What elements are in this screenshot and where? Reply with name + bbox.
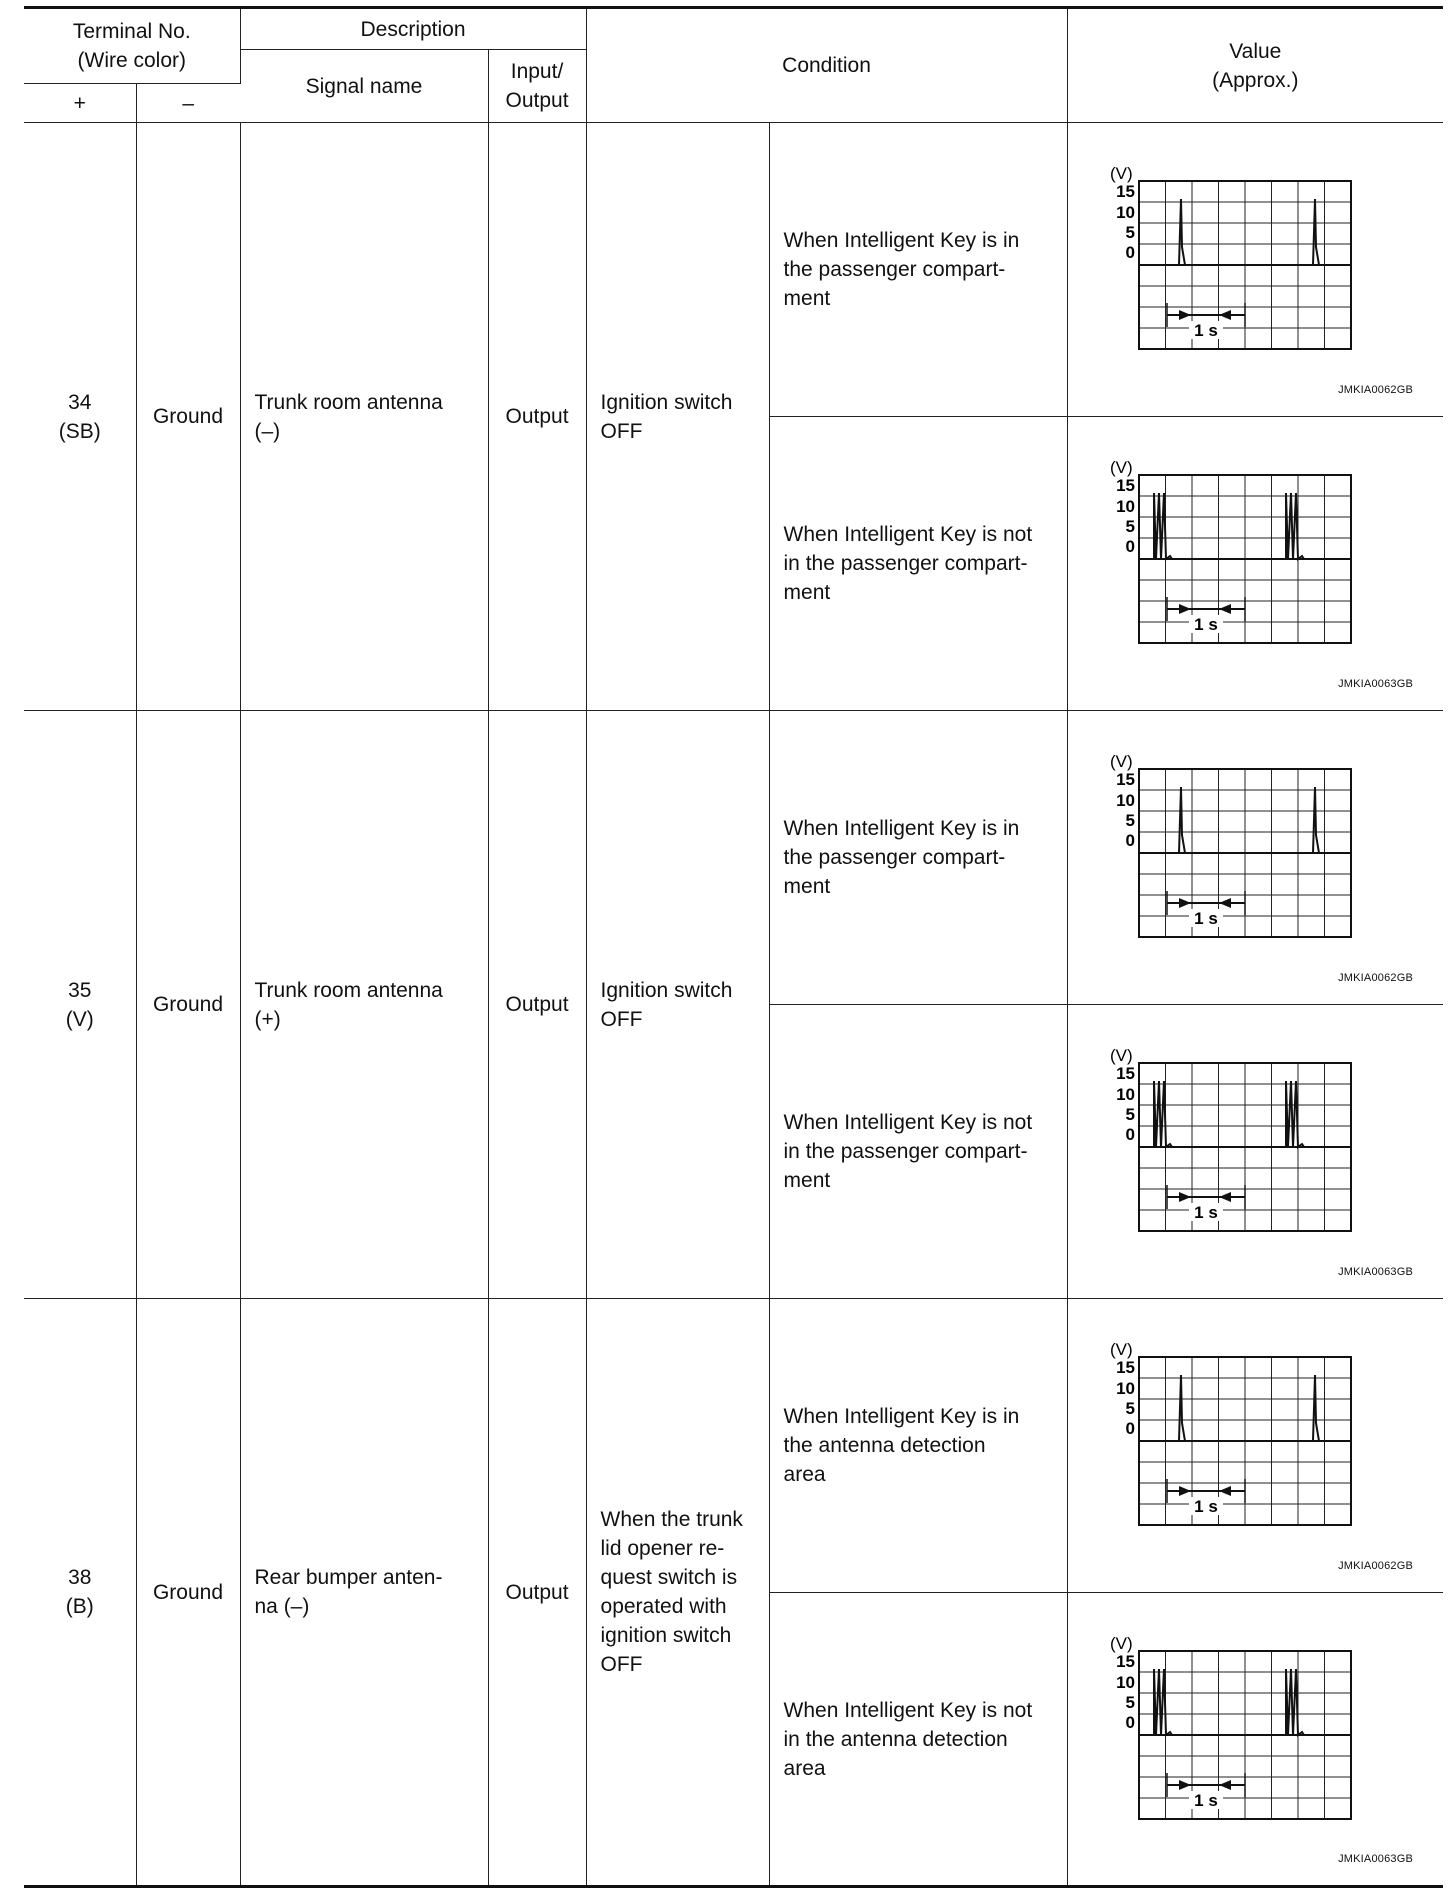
figure-code: JMKIA0063GB (1338, 1853, 1414, 1865)
text-line: ment (783, 1169, 831, 1192)
terminal-number: 38 (68, 1566, 92, 1589)
text-line: in the passenger compart- (783, 552, 1028, 575)
arrow-left-icon (1219, 1780, 1231, 1790)
arrow-left-icon (1219, 1192, 1231, 1202)
signal-name-cell (240, 1299, 488, 1887)
table-row (24, 123, 1443, 417)
text-line: Trunk room antenna (254, 978, 443, 1002)
text-line: When Intelligent Key is not (783, 523, 1033, 546)
axis-unit-label: (V) (1109, 1634, 1133, 1653)
figure-code: JMKIA0062GB (1338, 1560, 1414, 1572)
signal-name-header: Signal name (240, 50, 488, 123)
arrow-left-icon (1219, 1486, 1231, 1496)
sub-condition-cell (769, 1299, 1067, 1593)
axis-tick-label: 10 (1115, 1673, 1135, 1692)
time-scale-label: 1 s (1193, 1791, 1218, 1810)
signal-burst (1154, 1081, 1172, 1147)
text-line: Rear bumper anten- (254, 1566, 443, 1589)
text-line: lid opener re- (600, 1537, 725, 1560)
axis-tick-label: 0 (1125, 1125, 1135, 1144)
waveform-cell (1067, 1593, 1443, 1887)
axis-tick-label: 15 (1115, 476, 1135, 495)
axis-unit-label: (V) (1109, 1046, 1133, 1065)
terminal-number-cell (24, 711, 136, 1299)
text-line: na (–) (254, 1595, 310, 1618)
minus-header: – (136, 84, 240, 123)
wire-color: (B) (65, 1595, 94, 1618)
text-line: OFF (600, 1007, 643, 1031)
text-line: (+) (254, 1007, 281, 1031)
arrow-right-icon (1179, 898, 1191, 908)
axis-tick-label: 10 (1115, 1085, 1135, 1104)
sub-condition-cell (769, 1593, 1067, 1887)
waveform-chart (1106, 163, 1356, 353)
io-cell: Output (488, 711, 586, 1299)
figure-code: JMKIA0063GB (1338, 1266, 1414, 1278)
signal-pulse (1179, 1375, 1185, 1441)
signal-burst (1154, 493, 1172, 559)
signal-burst (1286, 493, 1304, 559)
axis-tick-label: 5 (1125, 1399, 1135, 1418)
sub-condition-cell (769, 1005, 1067, 1299)
terminal-number: 35 (68, 978, 92, 1002)
text-line: When Intelligent Key is in (783, 1405, 1020, 1428)
text-line: When Intelligent Key is in (783, 229, 1020, 252)
axis-tick-label: 15 (1115, 1652, 1135, 1671)
ground-cell: Ground (136, 123, 240, 711)
time-scale-label: 1 s (1193, 909, 1218, 928)
text-line: in the antenna detection (783, 1727, 1008, 1751)
text-line: area (783, 1756, 826, 1780)
signal-burst (1286, 1081, 1304, 1147)
axis-unit-label: (V) (1109, 1340, 1133, 1359)
io-cell: Output (488, 123, 586, 711)
text-line: in the passenger compart- (783, 1140, 1028, 1163)
text-line: the passenger compart- (783, 258, 1006, 281)
table-row (24, 1299, 1443, 1593)
axis-tick-label: 15 (1115, 182, 1135, 201)
figure-code: JMKIA0062GB (1338, 384, 1414, 396)
terminal-number-cell (24, 1299, 136, 1887)
sub-condition-cell (769, 711, 1067, 1005)
text-line: ment (783, 287, 831, 310)
text-line: Ignition switch (600, 390, 733, 414)
description-header: Description (240, 8, 586, 50)
figure-code: JMKIA0062GB (1338, 972, 1414, 984)
table-row (24, 711, 1443, 1005)
axis-tick-label: 5 (1125, 811, 1135, 830)
axis-tick-label: 5 (1125, 1105, 1135, 1124)
axis-tick-label: 10 (1115, 791, 1135, 810)
signal-burst (1154, 1669, 1172, 1735)
text-line: the passenger compart- (783, 846, 1006, 869)
text-line: OFF (600, 1653, 643, 1676)
text-line: Trunk room antenna (254, 390, 443, 414)
terminal-no-header: Terminal No. (Wire color) (24, 8, 240, 84)
value-header: Value (Approx.) (1067, 8, 1443, 123)
signal-pulse (1313, 787, 1319, 853)
main-condition-cell (586, 1299, 769, 1887)
axis-unit-label: (V) (1109, 458, 1133, 477)
plus-header: + (24, 84, 136, 123)
arrow-right-icon (1179, 1486, 1191, 1496)
sub-condition-cell (769, 417, 1067, 711)
text-line: ignition switch (600, 1624, 732, 1647)
text-line: When Intelligent Key is in (783, 817, 1020, 840)
text-line: ment (783, 875, 831, 898)
text-line: (–) (254, 419, 281, 443)
axis-tick-label: 15 (1115, 1358, 1135, 1377)
input-output-header: Input/ Output (488, 50, 586, 123)
waveform-chart (1106, 1633, 1356, 1823)
text-line: When Intelligent Key is not (783, 1111, 1033, 1134)
axis-tick-label: 15 (1115, 1064, 1135, 1083)
axis-tick-label: 15 (1115, 770, 1135, 789)
terminal-number-cell (24, 123, 136, 711)
text-line: Ignition switch (600, 978, 733, 1002)
terminal-number: 34 (68, 390, 92, 414)
text-line: When the trunk (600, 1508, 743, 1531)
arrow-right-icon (1179, 1780, 1191, 1790)
waveform-cell (1067, 123, 1443, 417)
arrow-left-icon (1219, 898, 1231, 908)
axis-tick-label: 0 (1125, 831, 1135, 850)
text-line: quest switch is (600, 1566, 738, 1589)
axis-tick-label: 0 (1125, 1713, 1135, 1732)
time-scale-label: 1 s (1193, 1203, 1218, 1222)
wire-color: (SB) (58, 419, 101, 443)
waveform-cell (1067, 1005, 1443, 1299)
ground-cell: Ground (136, 1299, 240, 1887)
main-condition-cell (586, 711, 769, 1299)
condition-header: Condition (586, 8, 1067, 123)
waveform-chart (1106, 751, 1356, 941)
sub-condition-cell (769, 123, 1067, 417)
text-line: the antenna detection (783, 1434, 986, 1457)
signal-pulse (1179, 199, 1185, 265)
signal-name-cell (240, 711, 488, 1299)
arrow-right-icon (1179, 604, 1191, 614)
time-scale-label: 1 s (1193, 615, 1218, 634)
waveform-chart (1106, 1339, 1356, 1529)
axis-tick-label: 5 (1125, 517, 1135, 536)
arrow-right-icon (1179, 1192, 1191, 1202)
signal-name-cell (240, 123, 488, 711)
text-line: ment (783, 581, 831, 604)
axis-tick-label: 0 (1125, 537, 1135, 556)
waveform-cell (1067, 417, 1443, 711)
main-condition-cell (586, 123, 769, 711)
figure-code: JMKIA0063GB (1338, 678, 1414, 690)
axis-unit-label: (V) (1109, 752, 1133, 771)
time-scale-label: 1 s (1193, 321, 1218, 340)
axis-tick-label: 10 (1115, 203, 1135, 222)
waveform-chart (1106, 1045, 1356, 1235)
ground-cell: Ground (136, 711, 240, 1299)
text-line: When Intelligent Key is not (783, 1698, 1033, 1722)
arrow-left-icon (1219, 310, 1231, 320)
arrow-left-icon (1219, 604, 1231, 614)
time-scale-label: 1 s (1193, 1497, 1218, 1516)
axis-tick-label: 0 (1125, 243, 1135, 262)
waveform-cell (1067, 711, 1443, 1005)
text-line: area (783, 1463, 826, 1486)
text-line: operated with (600, 1595, 727, 1618)
axis-tick-label: 0 (1125, 1419, 1135, 1438)
axis-tick-label: 5 (1125, 1693, 1135, 1712)
signal-pulse (1179, 787, 1185, 853)
text-line: OFF (600, 419, 643, 443)
waveform-cell (1067, 1299, 1443, 1593)
signal-pulse (1313, 199, 1319, 265)
signal-burst (1286, 1669, 1304, 1735)
wire-color: (V) (65, 1007, 94, 1031)
axis-unit-label: (V) (1109, 164, 1133, 183)
io-cell: Output (488, 1299, 586, 1887)
terminal-spec-table (24, 6, 1443, 1888)
axis-tick-label: 10 (1115, 1379, 1135, 1398)
arrow-right-icon (1179, 310, 1191, 320)
axis-tick-label: 5 (1125, 223, 1135, 242)
axis-tick-label: 10 (1115, 497, 1135, 516)
waveform-chart (1106, 457, 1356, 647)
signal-pulse (1313, 1375, 1319, 1441)
